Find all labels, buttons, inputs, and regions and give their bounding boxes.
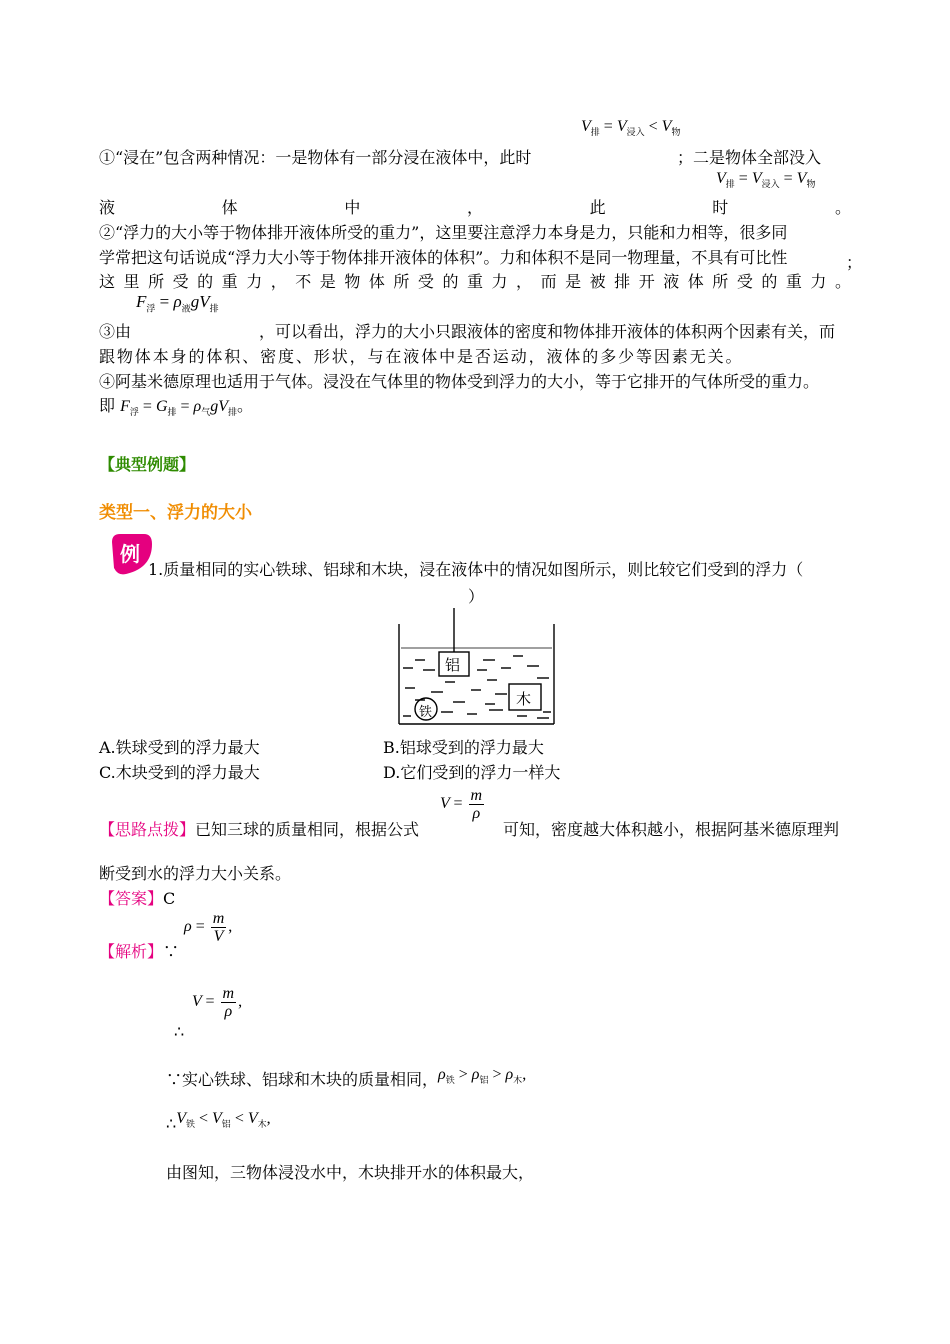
- char: 液: [663, 272, 680, 291]
- option-a: A.铁球受到的浮力最大: [99, 738, 260, 757]
- hint-label: 【思路点拨】: [99, 820, 196, 839]
- char: 力: [810, 272, 827, 291]
- char: 重: [221, 272, 238, 291]
- section-heading: 【典型例题】: [99, 455, 196, 474]
- formula-v-partial: $V_排 = V_{浸入} < V_物$: [581, 118, 681, 138]
- badge-text: 例: [120, 542, 140, 566]
- p2-semicolon: ；: [846, 253, 863, 272]
- option-c: C.木块受到的浮力最大: [99, 763, 260, 782]
- char: 液: [99, 198, 116, 217]
- char: 力: [491, 272, 508, 291]
- char: 所: [712, 272, 729, 291]
- option-b: B.铝球受到的浮力最大: [383, 738, 544, 757]
- paragraph-2-line-1: ②“浮力的大小等于物体排开液体所受的重力”，这里要注意浮力本身是力，只能和力相等，很多同: [99, 223, 788, 242]
- p4-prefix: 即: [99, 396, 116, 415]
- p1-text-a: ①“浸在”包含两种情况：一是物体有一部分浸在液体中，此时: [99, 148, 532, 167]
- p3-text-a: ，可以看出，浮力的大小只跟液体的密度和物体排开液体的体积两个因素有关，而: [259, 322, 836, 341]
- p3-prefix: ③由: [99, 322, 132, 341]
- char: 受: [417, 272, 434, 291]
- char: 是: [565, 272, 582, 291]
- answer-line: [99, 887, 851, 911]
- char: 所: [148, 272, 165, 291]
- type-heading: 类型一、浮力的大小: [99, 503, 252, 523]
- char: 不: [295, 272, 312, 291]
- beaker-figure: [397, 608, 557, 726]
- char: 被: [589, 272, 606, 291]
- formula-volume-hint: V = $\frac{m}{\rho}$: [440, 787, 483, 822]
- therefore-symbol: ∴: [166, 1114, 177, 1133]
- char: 而: [540, 272, 557, 291]
- hint-text-b: 可知，密度越大体积越小，根据阿基米德原理判: [503, 820, 840, 839]
- char: 体: [368, 272, 385, 291]
- char: 的: [197, 272, 214, 291]
- char: 这: [99, 272, 116, 291]
- analysis-line-4: [166, 1112, 466, 1142]
- wood-block-label: 木: [516, 690, 532, 708]
- aluminum-block-label: 铝: [445, 656, 461, 674]
- answer-value: C: [163, 889, 176, 908]
- formula-density-order: $\rho_铁 > \rho_铝 > \rho_木$,: [438, 1066, 527, 1086]
- char: 重: [785, 272, 802, 291]
- char: 。: [834, 272, 851, 291]
- char: 的: [761, 272, 778, 291]
- char: 物: [344, 272, 361, 291]
- option-d: D.它们受到的浮力一样大: [383, 763, 561, 782]
- p2-text-b: 学常把这句话说成“浮力大小等于物体排开液体的体积”。力和体积不是同一物理量，不具有可比性: [99, 248, 788, 267]
- char: 体: [687, 272, 704, 291]
- paragraph-3-line-1: [99, 320, 851, 344]
- char: 力: [246, 272, 263, 291]
- paragraph-4-line-1: ④阿基米德原理也适用于气体。浸没在气体里的物体受到浮力的大小，等于它排开的气体所受的重力。: [99, 372, 820, 391]
- char: 时: [712, 198, 729, 217]
- question-line-1: 1.质量相同的实心铁球、铝球和木块，浸在液体中的情况如图所示，则比较它们受到的浮力（: [148, 560, 804, 579]
- char: 里: [123, 272, 140, 291]
- answer-label: 【答案】: [99, 889, 164, 908]
- analysis-line-2: ∴: [174, 1022, 185, 1041]
- char: ，: [516, 272, 533, 291]
- char: 。: [834, 198, 851, 217]
- paragraph-2-line-2: [99, 246, 863, 272]
- char: 重: [466, 272, 483, 291]
- char: 中: [344, 198, 361, 217]
- p1-text-b: ；二是物体全部没入: [677, 148, 822, 167]
- formula-buoyancy: $F_浮 = \rho_液gV_排$: [136, 292, 219, 314]
- char: 受: [736, 272, 753, 291]
- char: ，: [466, 198, 483, 217]
- paragraph-3-line-2: 跟物体本身的体积、密度、形状，与在液体中是否运动，液体的多少等因素无关。: [99, 347, 744, 366]
- char: 此: [589, 198, 606, 217]
- char: ，: [270, 272, 287, 291]
- formula-volume-order: $V_铁 < V_铝 < V_木$,: [176, 1110, 271, 1130]
- char: 体: [221, 198, 238, 217]
- analysis-line-3: [166, 1068, 766, 1098]
- paragraph-4-line-2: [99, 394, 851, 424]
- char: 受: [172, 272, 189, 291]
- formula-gas-buoyancy: $F_浮 = G_排 = \rho_气gV_排$: [120, 398, 238, 418]
- iron-ball-label: 铁: [419, 705, 433, 720]
- char: 排: [614, 272, 631, 291]
- formula-v-full: $V_排 = V_{浸入} = V_物$: [716, 170, 816, 190]
- char: 的: [442, 272, 459, 291]
- analysis-line-5: 由图知，三物体浸没水中，木块排开水的体积最大，: [166, 1163, 535, 1182]
- step3-text: ∵实心铁球、铝球和木块的质量相同，: [166, 1070, 439, 1089]
- question-line-2: ）: [468, 587, 485, 606]
- paragraph-1-line-2: [99, 196, 851, 220]
- hint-text-a: 已知三球的质量相同，根据公式: [195, 820, 420, 839]
- analysis-label: 【解析】: [99, 942, 164, 961]
- char: 所: [393, 272, 410, 291]
- paragraph-2-line-3: [99, 270, 851, 294]
- char: 开: [638, 272, 655, 291]
- hint-line-2: 断受到水的浮力大小关系。: [99, 864, 292, 883]
- because-symbol: ∵: [163, 942, 180, 961]
- char: 是: [319, 272, 336, 291]
- paragraph-1-line-1: [99, 146, 851, 170]
- p4-suffix: 。: [237, 396, 254, 415]
- formula-density: ρ = $\frac{m}{V}$ ,: [184, 910, 233, 945]
- formula-volume: V = $\frac{m}{\rho}$ ,: [192, 985, 243, 1020]
